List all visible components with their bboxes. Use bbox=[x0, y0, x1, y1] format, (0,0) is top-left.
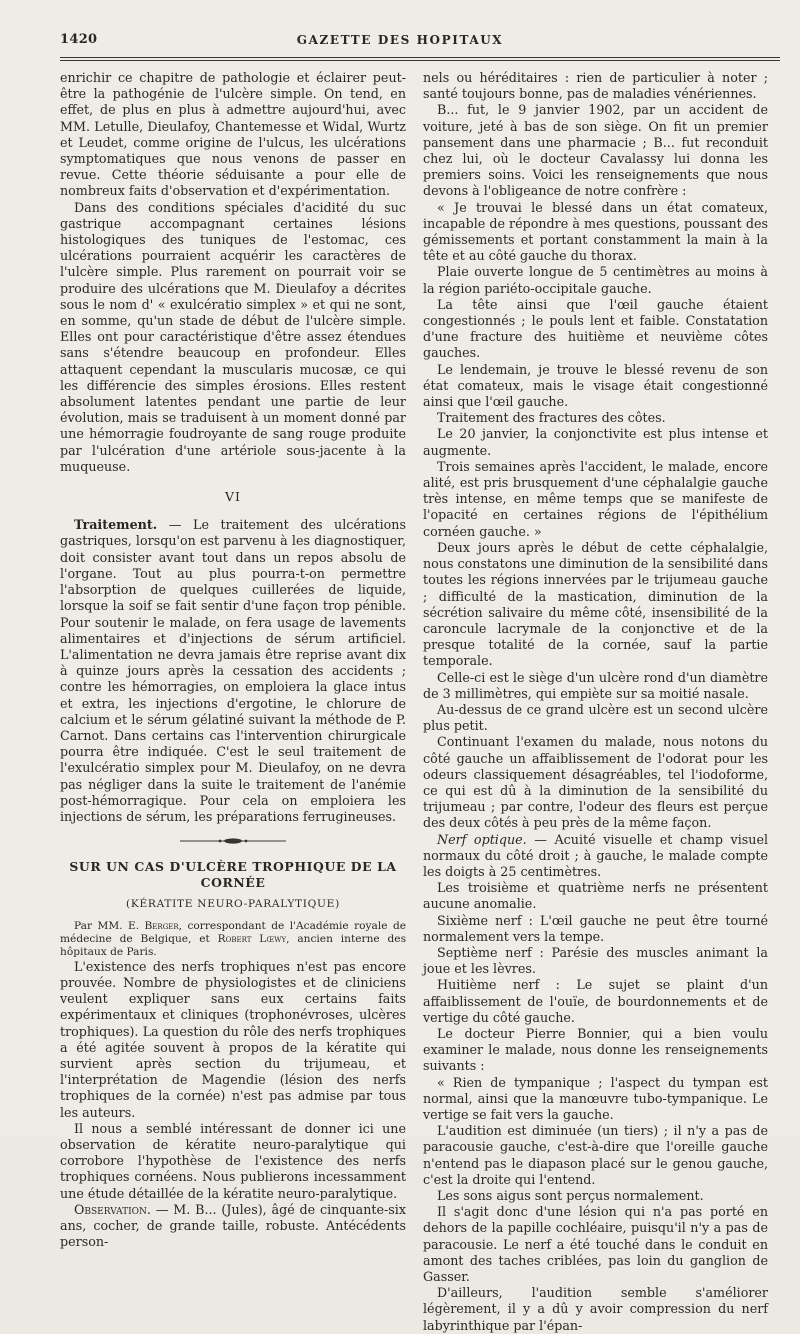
paragraph: Le docteur Pierre Bonnier, qui a bien voulu examiner le malade, nous donne les renseignements suivants : bbox=[423, 1025, 768, 1074]
left-column bbox=[60, 70, 406, 1250]
treatment-text: — Le traitement des ulcérations gastriques, lorsqu'on est parvenu à les diagnostiquer, doit consister avant tout dans un repos absolu de l'organe. Tout au plus pourra-t-on permettre l'absorption de quelques cuillerées de liquide, lorsque la soif se fait sentir d'une façon trop pénible. Pour soutenir le malade, on fera usage de lavements alimentaires et d'injections de sérum artificiel. L'alimentation ne devra jamais être reprise avant dix à quinze jours après la cessation des accidents ; contre les hémorragies, on emploiera la glace intus et extra, les injections d'ergotine, le chlorure de calcium et le sérum gélatiné suivant la méthode de P. Carnot. Dans certains cas l'intervention chirurgicale pourra être indiquée. C'est le seul traitement de l'exulcératio simplex pour M. Dieulafoy, on ne devra pas négliger dans la suite le traitement de l'anémie post-hémorragique. Pour cela on emploiera les injections de sérum, les préparations ferrugineuses. bbox=[60, 517, 406, 824]
paragraph: La tête ainsi que l'œil gauche étaient congestionnés ; le pouls lent et faible. Constatation d'une fracture des huitième et neuvième côtes gauches. bbox=[423, 296, 768, 361]
byline-author-2: Robert Lœwy bbox=[217, 932, 287, 945]
optic-nerve-label: Nerf optique. bbox=[437, 831, 527, 847]
paragraph: Trois semaines après l'accident, le malade, encore alité, est pris brusquement d'une céphalalgie gauche très intense, en même temps que se manifeste de l'opacité en certaines régions de l'épithélium cornéen gauche. » bbox=[423, 458, 768, 539]
paragraph: Plaie ouverte longue de 5 centimètres au moins à la région pariéto-occipitale gauche. bbox=[423, 264, 768, 296]
byline-author-1: E. Berger bbox=[127, 919, 179, 932]
paragraph: Continuant l'examen du malade, nous notons du côté gauche un affaiblissement de l'odorat pour les odeurs classiquement désagréables, tel l'iodoforme, ce qui est dû à la diminution de la sensibilité du trijumeau ; par contre, l'odeur des fleurs est perçue des deux côtés à peu près de la même façon. bbox=[423, 734, 768, 831]
paragraph: Deux jours après le début de cette céphalalgie, nous constatons une diminution de la sensibilité dans toutes les régions innervées par le trijumeau gauche ; difficulté de la mastication, diminution de la sécrétion salivaire du même côté, insensibilité de la caroncule lacrymale de la conjonctive et de la presque totalité de la cornée, sauf la partie temporale. bbox=[423, 539, 768, 669]
treatment-label: Traitement. bbox=[74, 517, 158, 533]
paragraph: Le 20 janvier, la conjonctivite est plus intense et augmente. bbox=[423, 426, 768, 458]
article-subtitle: (KÉRATITE NEURO-PARALYTIQUE) bbox=[126, 897, 340, 910]
paragraph: B... fut, le 9 janvier 1902, par un accident de voiture, jeté à bas de son siège. On fit un premier pansement dans une pharmacie ; B... fut reconduit chez lui, où le docteur Cavalassy lui donna les premiers soins. Voici les renseignements que nous devons à l'obligeance de notre confrère : bbox=[423, 102, 768, 199]
paragraph: nels ou héréditaires : rien de particulier à noter ; santé toujours bonne, pas de maladies vénériennes. bbox=[423, 70, 768, 102]
section-number-text: VI bbox=[225, 489, 241, 505]
paragraph: Traitement des fractures des côtes. bbox=[437, 410, 666, 426]
paragraph: « Je trouvai le blessé dans un état comateux, incapable de répondre à mes questions, poussant des gémissements et portant constamment la main à la tête et au côté gauche du thorax. bbox=[423, 199, 768, 264]
byline bbox=[60, 920, 406, 959]
header-rule bbox=[60, 57, 780, 61]
page-number: 1420 bbox=[60, 32, 98, 47]
paragraph: Il s'agit donc d'une lésion qui n'a pas porté en dehors de la papille cochléaire, puisqu'il n'y a pas de paracousie. Le nerf a été touché dans le conduit en amont des taches criblées, pas loin du ganglion de Gasser. bbox=[423, 1204, 768, 1285]
observation-text: — M. B... (Jules), âgé de cinquante-six ans, cocher, de grande taille, robuste. Antécédents person- bbox=[60, 1201, 406, 1250]
paragraph: Au-dessus de ce grand ulcère est un second ulcère plus petit. bbox=[423, 701, 768, 734]
paragraph: D'ailleurs, l'audition semble s'améliorer légèrement, il y a dû y avoir compression du nerf labyrinthique par l'épan- bbox=[423, 1285, 768, 1333]
paragraph: Sixième nerf : L'œil gauche ne peut être tourné normalement vers la tempe. bbox=[423, 912, 768, 944]
paragraph: enrichir ce chapitre de pathologie et éclairer peut-être la pathogénie de l'ulcère simple. On tend, en effet, de plus en plus à admettre aujourd'hui, avec MM. Letulle, Dieulafoy, Chantemesse et Widal, Wurtz et Leudet, comme origine de l'ulcus, les ulcérations symptomatiques que nous venons de passer en revue. Cette théorie séduisante a pour elle de nombreux faits d'observation et d'expérimentation. bbox=[60, 70, 406, 199]
observation-label: Observation. bbox=[74, 1201, 151, 1217]
paragraph: Septième nerf : Parésie des muscles animant la joue et les lèvres. bbox=[423, 944, 768, 977]
paragraph: Huitième nerf : Le sujet se plaint d'un affaiblissement de l'ouïe, de bourdonnements et de vertige du côté gauche. bbox=[423, 977, 768, 1025]
paragraph: « Rien de tympanique ; l'aspect du tympan est normal, ainsi que la manœuvre tubo-tympanique. Le vertige se fait vers la gauche. bbox=[423, 1074, 768, 1122]
paragraph: Les sons aigus sont perçus normalement. bbox=[437, 1188, 704, 1204]
paragraph: Celle-ci est le siège d'un ulcère rond d'un diamètre de 3 millimètres, qui empiète sur sa moitié nasale. bbox=[423, 669, 768, 701]
right-column bbox=[423, 70, 768, 1334]
observation-paragraph bbox=[60, 1202, 406, 1251]
byline-par: Par MM. bbox=[74, 919, 128, 932]
paragraph: Il nous a semblé intéressant de donner ici une observation de kératite neuro-paralytique qui corrobore l'hypothèse de l'existence des nerfs trophiques cornéens. Nous publierons incessamment une étude détaillée de la kératite neuro-paralytique. bbox=[60, 1120, 406, 1201]
running-title: GAZETTE DES HOPITAUX bbox=[296, 33, 504, 47]
paragraph: Dans des conditions spéciales d'acidité du suc gastrique accompagnant certaines lésions histologiques des tuniques de l'estomac, ces ulcérations pourraient acquérir les caractères de l'ulcère simple. Plus rarement on pourrait voir se produire des ulcérations que M. Dieulafoy a décrites sous le nom d' « exulcératio simplex » et qui ne sont, en somme, qu'un stade de début de l'ulcère simple. Elles ont pour caractéristique d'être assez étendues sans s'étendre beaucoup en profondeur. Elles attaquent cependant la muscularis mucosæ, ce qui les différencie des simples érosions. Elles restent absolument latentes pendant une partie de leur évolution, mais se traduisent à un moment donné par une hémorragie foudroyante de sang rouge produite par l'ulcération d'une artériole sous-jacente à la muqueuse. bbox=[60, 199, 406, 474]
byline-mid: , correspondant de l'Académie royale de médecine de Belgique, et bbox=[60, 919, 406, 945]
optic-nerve-text: — Acuité visuelle et champ visuel normaux du côté droit ; à gauche, le malade compte les doigts à 25 centimètres. bbox=[423, 831, 769, 879]
article-title: SUR UN CAS D'ULCÈRE TROPHIQUE DE LA CORNÉE bbox=[69, 859, 397, 891]
paragraph: L'existence des nerfs trophiques n'est pas encore prouvée. Nombre de physiologistes et de cliniciens veulent expliquer sans eux certains faits expérimentaux et cliniques (trophonévroses, ulcères trophiques). La question du rôle des nerfs trophiques a été agitée souvent à propos de la kératite qui survient après section du trijumeau, et l'interprétation de Magendie (lésion des nerfs trophiques de la cornée) n'est pas admise par tous les auteurs. bbox=[60, 958, 406, 1120]
section-number bbox=[60, 489, 406, 505]
paragraph: Le lendemain, je trouve le blessé revenu de son état comateux, mais le visage était congestionné ainsi que l'œil gauche. bbox=[423, 361, 768, 410]
separator-ornament-icon bbox=[178, 837, 288, 845]
byline-end: , ancien interne des hôpitaux de Paris. bbox=[60, 932, 407, 958]
optic-nerve-paragraph bbox=[423, 832, 768, 881]
paragraph: Les troisième et quatrième nerfs ne présentent aucune anomalie. bbox=[423, 880, 768, 912]
treatment-paragraph bbox=[60, 517, 406, 825]
paragraph: L'audition est diminuée (un tiers) ; il n'y a pas de paracousie gauche, c'est-à-dire que l'oreille gauche n'entend pas le diapason placé sur le genou gauche, c'est la droite qui l'entend. bbox=[423, 1123, 768, 1187]
